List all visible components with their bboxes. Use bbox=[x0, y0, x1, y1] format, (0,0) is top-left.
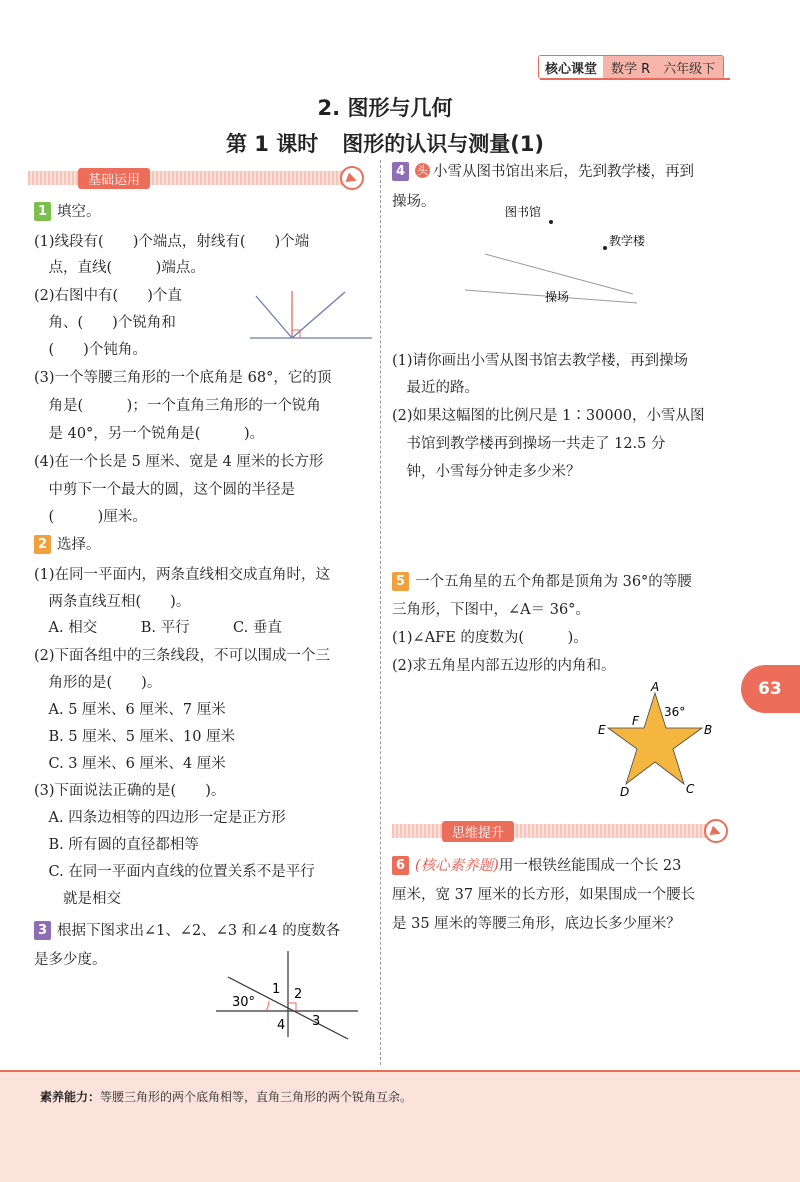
q3-number: 3 bbox=[34, 921, 51, 940]
q1-line: 角、( )个锐角和 bbox=[34, 315, 176, 331]
core-tag: (核心素养题) bbox=[415, 858, 499, 874]
lesson-number: 第 1 课时 bbox=[225, 132, 319, 156]
q1-line: (3)一个等腰三角形的一个底角是 68°，它的顶 bbox=[34, 370, 332, 386]
q5-line: (1)∠AFE 的度数为( )。 bbox=[392, 630, 588, 646]
q3-line: 3 根据下图求出∠1、∠2、∠3 和∠4 的度数各 bbox=[34, 917, 340, 946]
column-divider bbox=[380, 160, 381, 1065]
lesson-name: 图形的认识与测量(1) bbox=[342, 132, 545, 156]
q2-line: (3)下面说法正确的是( )。 bbox=[34, 783, 226, 799]
lesson-title bbox=[0, 128, 770, 158]
q4-sub: 钟，小雪每分钟走多少米？ bbox=[392, 464, 581, 480]
star-label-f: F bbox=[632, 714, 639, 728]
brand-label: 核心课堂 bbox=[539, 56, 603, 78]
q1-line: (4)在一个长是 5 厘米、宽是 4 厘米的长方形 bbox=[34, 454, 324, 470]
star-label-b: B bbox=[704, 723, 713, 737]
building-label: 教学楼 bbox=[609, 234, 646, 248]
q2-line: (1)在同一平面内，两条直线相交成直角时，这 bbox=[34, 567, 331, 583]
angle-3-label: 3 bbox=[312, 1014, 321, 1029]
q1-line: ( )个钝角。 bbox=[34, 342, 147, 358]
unit-title: 2. 图形与几何 bbox=[317, 96, 453, 120]
q1-line: (2)右图中有( )个直 bbox=[34, 288, 182, 304]
q3-line: 是多少度。 bbox=[34, 952, 107, 968]
page-number: 63 bbox=[741, 665, 800, 713]
library-label: 图书馆 bbox=[505, 205, 542, 219]
star-label-e: E bbox=[598, 723, 606, 737]
pointer-icon bbox=[704, 819, 728, 843]
q1-line: 中剪下一个最大的圆，这个圆的半径是 bbox=[34, 482, 295, 498]
section-thinking-label: 思维提升 bbox=[442, 821, 514, 842]
q2-line: A. 5 厘米、6 厘米、7 厘米 bbox=[34, 702, 226, 718]
q6-number: 6 bbox=[392, 856, 409, 875]
q4-sub: 最近的路。 bbox=[392, 380, 479, 396]
q4-line: 4 头 小雪从图书馆出来后，先到教学楼，再到 bbox=[392, 158, 694, 187]
q2-number: 2 bbox=[34, 535, 51, 554]
q2-line: 就是相交 bbox=[34, 891, 121, 907]
q4-sub: 书馆到教学楼再到操场一共走了 12.5 分 bbox=[392, 436, 666, 452]
pointer-icon bbox=[340, 166, 364, 190]
q2-line: A. 相交 B. 平行 C. 垂直 bbox=[34, 620, 282, 636]
footer-text: 素养能力：等腰三角形的两个底角相等，直角三角形的两个锐角互余。 bbox=[40, 1090, 413, 1104]
q2-line: A. 四条边相等的四边形一定是正方形 bbox=[34, 810, 286, 826]
footer-note bbox=[0, 1070, 800, 1182]
q2-line: B. 5 厘米、5 厘米、10 厘米 bbox=[34, 729, 236, 745]
q5-line: (2)求五角星内部五边形的内角和。 bbox=[392, 658, 616, 674]
q2-line: B. 所有圆的直径都相等 bbox=[34, 837, 199, 853]
q2-line: C. 3 厘米、6 厘米、4 厘米 bbox=[34, 756, 226, 772]
star-figure bbox=[590, 676, 720, 801]
star-label-c: C bbox=[686, 782, 695, 796]
q1-line: 角是( )；一个直角三角形的一个锐角 bbox=[34, 398, 321, 414]
star-label-a: A bbox=[651, 680, 660, 694]
q3-figure bbox=[212, 945, 362, 1045]
angle-4-label: 4 bbox=[277, 1018, 286, 1033]
q4-sub: (1)请你画出小雪从图书馆去教学楼，再到操场 bbox=[392, 353, 689, 369]
q2-line: (2)下面各组中的三条线段，不可以围成一个三 bbox=[34, 648, 331, 664]
q5-number: 5 bbox=[392, 572, 409, 591]
header-badge bbox=[538, 55, 724, 79]
q6-line: 6 (核心素养题)用一根铁丝能围成一个长 23 bbox=[392, 852, 681, 881]
subject-label: 数学 R 六年级下 bbox=[603, 56, 723, 78]
q1-line: ( )厘米。 bbox=[34, 509, 147, 525]
flag-icon: 头 bbox=[417, 164, 428, 177]
q1-head: 1 填空。 bbox=[34, 198, 101, 227]
angle-1-label: 1 bbox=[272, 982, 281, 997]
q2-line: 角形的是( )。 bbox=[34, 675, 162, 691]
angle-30-label: 30° bbox=[232, 995, 256, 1010]
angle-2-label: 2 bbox=[294, 987, 303, 1002]
q4-number: 4 bbox=[392, 162, 409, 181]
angles-figure bbox=[250, 288, 375, 346]
star-label-d: D bbox=[620, 785, 630, 799]
q1-number: 1 bbox=[34, 202, 51, 221]
section-basic bbox=[28, 168, 364, 188]
q5-line: 三角形，下图中，∠A＝ 36°。 bbox=[392, 602, 590, 618]
q4-line: 操场。 bbox=[392, 194, 436, 210]
q6-line: 厘米，宽 37 厘米的长方形，如果围成一个腰长 bbox=[392, 887, 696, 903]
star-angle-label: 36° bbox=[664, 705, 686, 719]
header-rule bbox=[540, 78, 730, 80]
q6-line: 是 35 厘米的等腰三角形，底边长多少厘米？ bbox=[392, 916, 681, 932]
q1-line: 点，直线( )端点。 bbox=[34, 260, 205, 276]
q1-line: (1)线段有( )个端点，射线有( )个端 bbox=[34, 234, 310, 250]
q2-head: 2 选择。 bbox=[34, 531, 101, 560]
q2-line: 两条直线互相( )。 bbox=[34, 594, 191, 610]
map-figure bbox=[455, 198, 655, 318]
q4-sub: (2)如果这幅图的比例尺是 1∶30000，小雪从图 bbox=[392, 408, 705, 424]
q2-line: C. 在同一平面内直线的位置关系不是平行 bbox=[34, 864, 315, 880]
q5-line: 5 一个五角星的五个角都是顶角为 36°的等腰 bbox=[392, 568, 692, 597]
section-thinking bbox=[392, 821, 728, 841]
section-basic-label: 基础运用 bbox=[78, 168, 150, 189]
playground-label: 操场 bbox=[545, 290, 570, 304]
q1-line: 是 40°，另一个锐角是( )。 bbox=[34, 426, 265, 442]
